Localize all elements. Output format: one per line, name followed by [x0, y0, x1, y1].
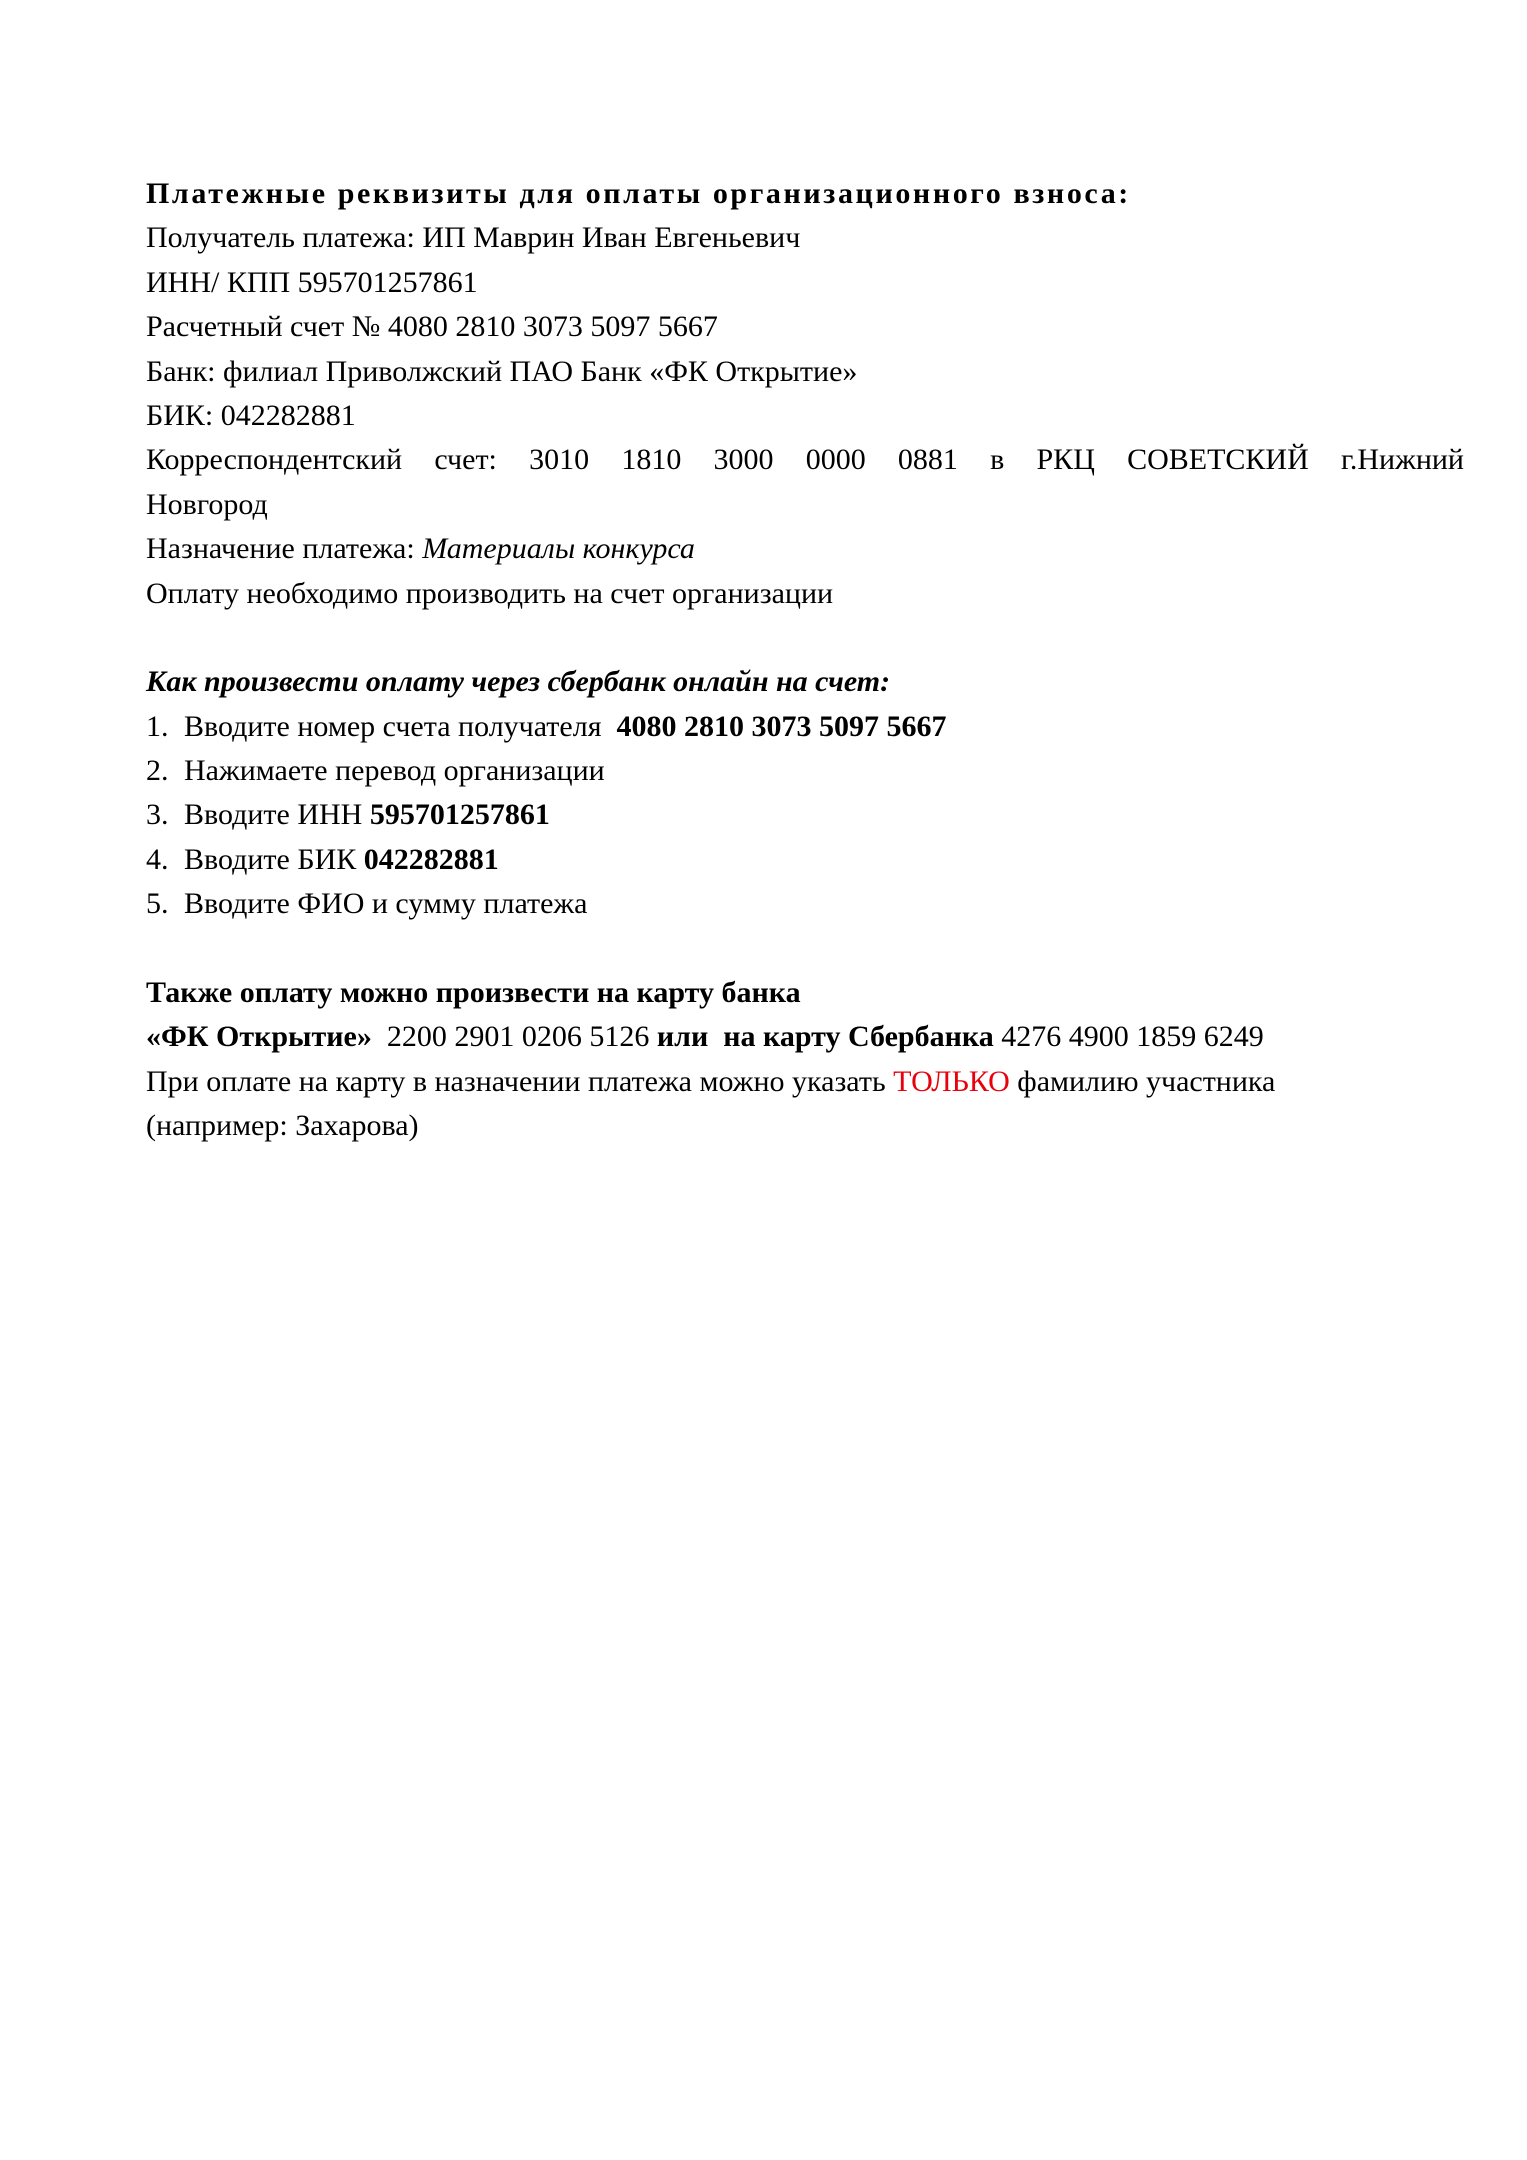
inn-kpp: ИНН/ КПП 595701257861	[146, 265, 478, 299]
step-value: 042282881	[363, 842, 499, 876]
word: 1810	[621, 443, 682, 477]
steps-list	[146, 705, 1464, 927]
account-note: Оплату необходимо производить на счет организации	[146, 576, 834, 610]
corr-account-cont: Новгород	[146, 487, 268, 521]
sberbank-heading	[146, 660, 1464, 704]
word: 0000	[805, 443, 866, 477]
list-item	[146, 838, 1464, 882]
recipient: Получатель платежа: ИП Маврин Иван Евгеньевич	[146, 221, 801, 255]
word: СОВЕТСКИЙ	[1127, 443, 1309, 477]
card-example: (например: Захарова)	[146, 1109, 419, 1143]
step-num: 4.	[146, 842, 169, 876]
card1-number: 2200 2901 0206 5126	[371, 1020, 657, 1054]
list-item	[146, 882, 1464, 926]
purpose-label: Назначение платежа:	[146, 532, 423, 566]
or-sberbank: или на карту Сбербанка	[656, 1020, 994, 1054]
document-page	[146, 172, 1464, 1149]
word: 3000	[713, 443, 774, 477]
list-item	[146, 793, 1464, 837]
sberbank-heading-text: Как произвести оплату через сбербанк онлайн на счет:	[146, 665, 891, 699]
word: РКЦ	[1036, 443, 1095, 477]
corr-account	[146, 438, 1464, 482]
step-num: 5.	[146, 887, 169, 921]
card2-number: 4276 4900 1859 6249	[993, 1020, 1264, 1054]
purpose-value: Материалы конкурса	[422, 532, 695, 566]
word: г.Нижний	[1340, 443, 1464, 477]
step-text: Вводите номер счета получателя	[184, 709, 617, 743]
note-text: фамилию участника	[1009, 1064, 1276, 1098]
bank1: «ФК Открытие»	[146, 1020, 372, 1054]
note-emphasis: ТОЛЬКО	[893, 1064, 1010, 1098]
word: в	[990, 443, 1005, 477]
account: Расчетный счет № 4080 2810 3073 5097 5667	[146, 310, 718, 344]
card-heading	[146, 971, 1464, 1015]
card-note	[146, 1060, 1464, 1104]
list-item	[146, 749, 1464, 793]
card-heading-text: Также оплату можно произвести на карту банка	[146, 976, 801, 1010]
note-text: При оплате на карту в назначении платежа можно указать	[146, 1064, 894, 1098]
card-numbers	[146, 1015, 1464, 1059]
step-text: Нажимаете перевод организации	[184, 754, 605, 788]
word: 0881	[897, 443, 958, 477]
word: Корреспондентский	[146, 443, 403, 477]
word: счет:	[434, 443, 497, 477]
step-num: 2.	[146, 754, 169, 788]
word: 3010	[529, 443, 590, 477]
step-value: 595701257861	[369, 798, 550, 832]
step-num: 3.	[146, 798, 169, 832]
step-text: Вводите ИНН	[184, 798, 370, 832]
list-item	[146, 705, 1464, 749]
purpose	[146, 527, 1464, 571]
requisites-title: Платежные реквизиты для оплаты организационного взноса:	[146, 177, 1131, 210]
bik: БИК: 042282881	[146, 398, 356, 432]
bank: Банк: филиал Приволжский ПАО Банк «ФК Открытие»	[146, 354, 858, 388]
step-value: 4080 2810 3073 5097 5667	[616, 709, 947, 743]
step-num: 1.	[146, 709, 169, 743]
step-text: Вводите ФИО и сумму платежа	[184, 887, 588, 921]
step-text: Вводите БИК	[184, 842, 364, 876]
